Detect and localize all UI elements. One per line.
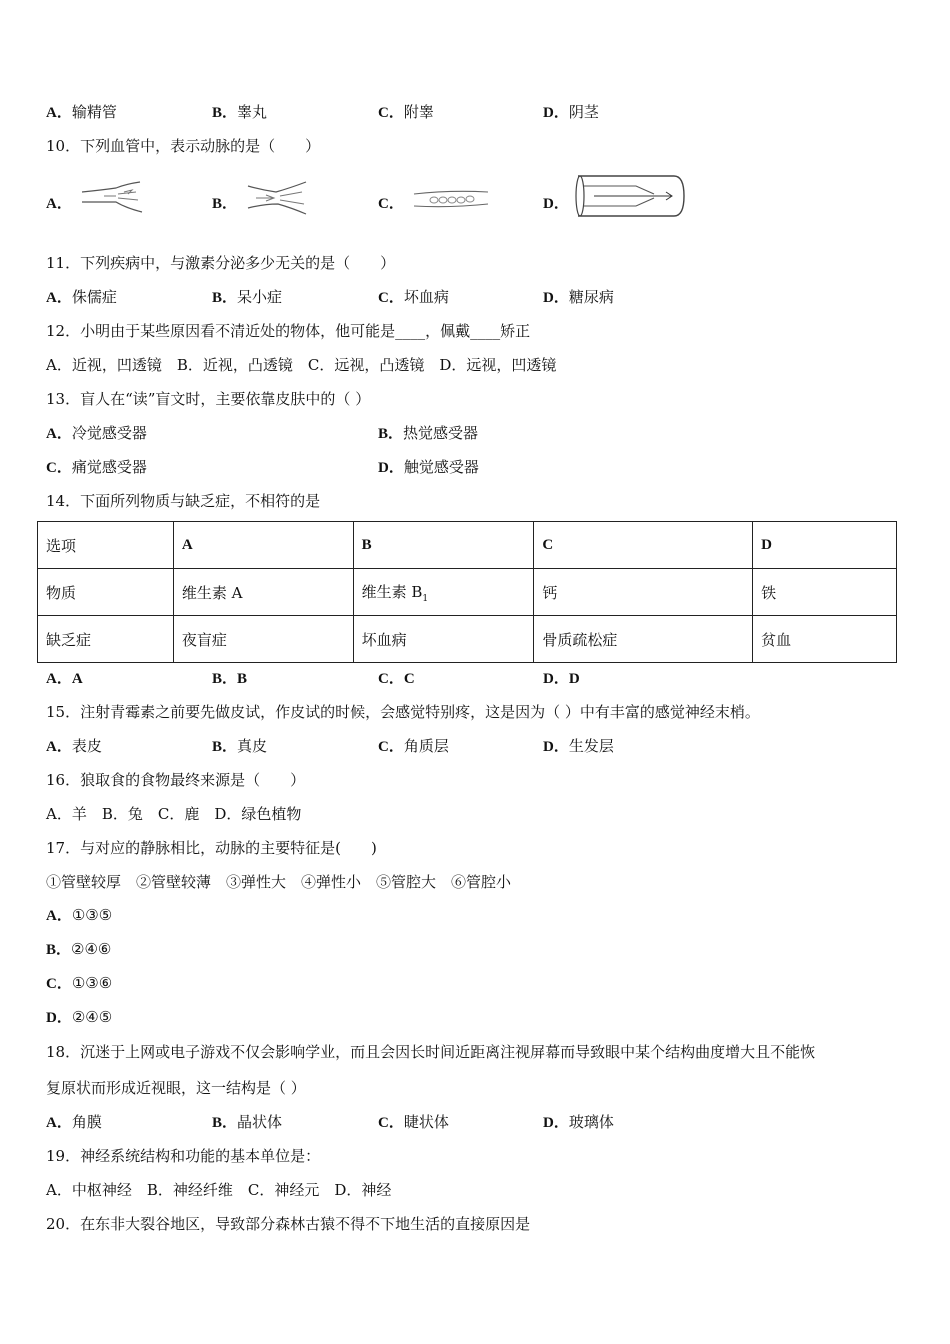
q11-option-b: B．呆小症 — [212, 288, 283, 306]
vessel-b-image — [246, 180, 316, 218]
vessel-c-image — [412, 186, 490, 212]
vessel-a-image — [80, 180, 150, 216]
table-cell: B — [353, 522, 534, 569]
table-cell: 铁 — [753, 569, 897, 616]
q14-stem: 14．下面所列物质与缺乏症，不相符的是 — [46, 492, 321, 510]
q15-stem: 15．注射青霉素之前要先做皮试，作皮试的时候，会感觉特别疼，这是因为（ ）中有丰富的感觉神经末梢。 — [46, 703, 760, 721]
q17-option-b: B．②④⑥ — [46, 940, 112, 958]
table-cell: C — [534, 522, 753, 569]
q15-option-a: A．表皮 — [46, 737, 102, 755]
q19-options: A．中枢神经 B．神经纤维 C．神经元 D．神经 — [46, 1181, 392, 1199]
table-cell: 缺乏症 — [38, 616, 174, 663]
q18-stem-line1: 18．沉迷于上网或电子游戏不仅会影响学业，而且会因长时间近距离注视屏幕而导致眼中某个结构曲度增大且不能恢 — [46, 1043, 816, 1061]
q15-option-c: C．角质层 — [378, 737, 449, 755]
table-row — [38, 616, 897, 663]
q13-option-a: A．冷觉感受器 — [46, 424, 147, 442]
q16-options: A．羊 B．兔 C．鹿 D．绿色植物 — [46, 805, 302, 823]
q10-option-a-label: A． — [46, 196, 72, 212]
q10-option-d-label: D． — [543, 196, 569, 212]
q9-option-c: C．附睾 — [378, 103, 434, 121]
table-cell: D — [753, 522, 897, 569]
q14-option-c: C．C — [378, 671, 415, 687]
q17-items: ①管壁较厚 ②管壁较薄 ③弹性大 ④弹性小 ⑤管腔大 ⑥管腔小 — [46, 873, 512, 891]
table-cell: 贫血 — [753, 616, 897, 663]
q10-option-c-label: C． — [378, 196, 404, 212]
table-cell: 选项 — [38, 522, 174, 569]
q13-option-b: B．热觉感受器 — [378, 424, 479, 442]
q18-option-d: D．玻璃体 — [543, 1113, 614, 1131]
q12-stem: 12．小明由于某些原因看不清近处的物体，他可能是____，佩戴____矫正 — [46, 322, 531, 340]
q10-stem: 10．下列血管中，表示动脉的是（ ） — [46, 137, 321, 155]
q18-option-c: C．睫状体 — [378, 1113, 449, 1131]
q9-option-a: A．输精管 — [46, 103, 117, 121]
q11-option-d: D．糖尿病 — [543, 288, 614, 306]
q17-option-d: D．②④⑤ — [46, 1008, 113, 1026]
q17-stem: 17．与对应的静脉相比，动脉的主要特征是( ) — [46, 839, 377, 857]
q11-option-a: A．侏儒症 — [46, 288, 117, 306]
q13-stem: 13．盲人在“读”盲文时，主要依靠皮肤中的（ ） — [46, 390, 371, 408]
q17-option-a: A．①③⑤ — [46, 906, 113, 924]
table-cell: 维生素 A — [173, 569, 353, 616]
q14-option-b: B．B — [212, 671, 248, 687]
q9-option-d: D．阴茎 — [543, 103, 599, 121]
q13-option-d: D．触觉感受器 — [378, 458, 479, 476]
q20-stem: 20．在东非大裂谷地区，导致部分森林古猿不得不下地生活的直接原因是 — [46, 1215, 531, 1233]
q14-option-a: A．A — [46, 671, 83, 687]
vessel-d-image — [574, 172, 688, 220]
q9-option-b: B．睾丸 — [212, 103, 268, 121]
vitamin-b-subscript: 1 — [422, 593, 429, 604]
table-header-row — [38, 522, 897, 569]
q11-stem: 11．下列疾病中，与激素分泌多少无关的是（ ） — [46, 254, 396, 272]
vitamin-b-text: 维生素 B — [361, 582, 423, 601]
q19-stem: 19．神经系统结构和功能的基本单位是： — [46, 1147, 321, 1165]
table-cell — [353, 569, 534, 616]
q13-option-c: C．痛觉感受器 — [46, 458, 147, 476]
table-cell: 骨质疏松症 — [534, 616, 753, 663]
q12-options: A．近视，凹透镜 B．近视，凸透镜 C．远视，凸透镜 D．远视，凹透镜 — [46, 356, 557, 374]
table-cell: 物质 — [38, 569, 174, 616]
q17-option-c: C．①③⑥ — [46, 974, 113, 992]
q15-option-d: D．生发层 — [543, 737, 614, 755]
q10-option-b-label: B． — [212, 196, 238, 212]
table-cell: 夜盲症 — [173, 616, 353, 663]
q14-option-d: D．D — [543, 671, 580, 687]
q14-table — [37, 521, 897, 663]
q11-option-c: C．坏血病 — [378, 288, 449, 306]
q18-stem-line2: 复原状而形成近视眼，这一结构是（ ） — [46, 1079, 306, 1097]
table-cell: A — [173, 522, 353, 569]
table-cell: 钙 — [534, 569, 753, 616]
q15-option-b: B．真皮 — [212, 737, 268, 755]
q18-option-a: A．角膜 — [46, 1113, 102, 1131]
q16-stem: 16．狼取食的食物最终来源是（ ） — [46, 771, 306, 789]
q18-option-b: B．晶状体 — [212, 1113, 283, 1131]
table-cell: 坏血病 — [353, 616, 534, 663]
table-row — [38, 569, 897, 616]
